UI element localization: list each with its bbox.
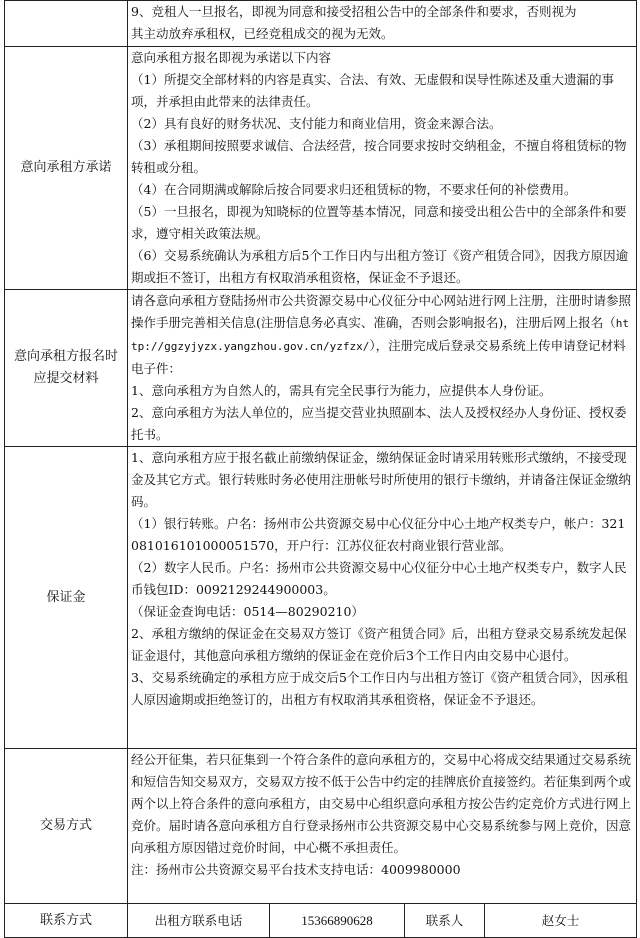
commitment-item: （4）在合同期满或解除后按合同要求归还租赁标的物，不要求任何的补偿费用。: [131, 182, 577, 197]
row-trade-method: [5, 749, 637, 904]
commitment-item: （2）具有良好的财务状况、支付能力和商业信用，资金来源合法。: [131, 116, 502, 131]
deposit-digital-rmb: （2）数字人民币。户名：扬州市公共资源交易中心仪征分中心土地产权类专户，数字人民币钱包ID：0092129244900003。: [131, 560, 627, 597]
deposit-content: [128, 447, 637, 749]
contact-person-label: 联系人: [405, 904, 485, 938]
deposit-paragraph: 3、交易系统确定的承租方应于成交后5个工作日内与出租方签订《资产租赁合同》，因承租人原因逾期或拒绝签订的，出租方有权取消其承租资格，保证金不予退还。: [131, 670, 629, 707]
row-contact: [5, 904, 637, 938]
deposit-query-phone: （保证金查询电话：0514—80290210）: [131, 604, 364, 619]
commitment-item: （3）承租期间按照要求诚信、合法经营，按合同要求按时交纳租金，不擅自将租赁标的物转租或分租。: [131, 138, 627, 175]
row-commitment: [5, 47, 637, 290]
empty-label-cell: [5, 1, 128, 47]
trade-method-text: 经公开征集，若只征集到一个符合条件的意向承租方的，交易中心将成交结果通过交易系统和短信告知交易双方，交易双方按不低于公告中约定的挂牌底价直接签约。若征集到两个或两个以上符合条件的意向承租方，由交易中心组织意向承租方按公告约定竞价方式进行网上竞价。届时请各意向承租方自行登录扬州市公共资源交易中心交易系统参与网上竞价，因意向承租方原因错过竞价时间，中心概不承担责任。: [131, 752, 632, 855]
row-registration: [5, 290, 637, 447]
registration-content: [128, 290, 637, 447]
trade-method-note: 注：扬州市公共资源交易平台技术支持电话：4009980000: [131, 862, 461, 877]
bid-terms-cell: [128, 1, 637, 47]
trade-method-content: [128, 749, 637, 904]
registration-intro-text: 请各意向承租方登陆扬州市公共资源交易中心仪征分中心网站进行网上注册，注册时请参照操作手册完善相关信息(注册信息务必真实、准确，否则会影响报名)，注册后网上报名（: [131, 293, 632, 330]
commitment-label: 意向承租方承诺: [5, 47, 128, 290]
contact-phone-label: 出租方联系电话: [128, 904, 270, 938]
registration-url-link[interactable]: http://ggzyjyzx.yangzhou.gov.cn/yzfzx/: [131, 317, 630, 353]
deposit-paragraph: 1、意向承租方应于报名截止前缴纳保证金，缴纳保证金时请采用转账形式缴纳，不接受现金及其它方式。银行转账时务必使用注册帐号时所使用的银行卡缴纳，并请备注保证金缴纳码。: [131, 450, 632, 509]
row-bid-terms: [5, 1, 637, 47]
deposit-bank-transfer: （1）银行转账。户名：扬州市公共资源交易中心仪征分中心土地产权类专户，帐户：321081016101000051570，开户行：江苏仪征农村商业银行营业部。: [131, 516, 626, 553]
trade-method-label: 交易方式: [5, 749, 128, 904]
announcement-table: [4, 0, 637, 938]
commitment-content: [128, 47, 637, 290]
contact-phone-value: 15366890628: [270, 904, 405, 938]
commitment-intro: 意向承租方报名即视为承诺以下内容: [131, 50, 332, 65]
commitment-item: （5）一旦报名，即视为知晓标的位置等基本情况，同意和接受出租公告中的全部条件和要求，遵守相关政策法规。: [131, 204, 627, 241]
registration-intro-tail: ），注册完成后登录交易系统上传申请登记材料电子件：: [131, 338, 626, 376]
contact-person-value: 赵女士: [485, 904, 637, 938]
row-deposit: [5, 447, 637, 749]
registration-item: 2、意向承租方为法人单位的，应当提交营业执照副本、法人及授权经办人身份证、授权委托书。: [131, 405, 627, 442]
commitment-item: （6）交易系统确认为承租方后5个工作日内与出租方签订《资产租赁合同》，因我方原因逾期或拒不签订，出租方有权取消承租资格，保证金不予退还。: [131, 248, 629, 285]
bid-terms-line: 9、竞租人一旦报名，即视为同意和接受招租公告中的全部条件和要求，否则视为: [131, 4, 577, 19]
registration-item: 1、意向承租方为自然人的，需具有完全民事行为能力，应提供本人身份证。: [131, 383, 552, 398]
deposit-paragraph: 2、承租方缴纳的保证金在交易双方签订《资产租赁合同》后，出租方登录交易系统发起保证金退付，其他意向承租方缴纳的保证金在竞价后3个工作日内由交易中心退付。: [131, 626, 627, 663]
contact-label: 联系方式: [5, 904, 128, 938]
commitment-item: （1）所提交全部材料的内容是真实、合法、有效、无虚假和误导性陈述及重大遗漏的事项，并承担由此带来的法律责任。: [131, 72, 614, 109]
deposit-label: 保证金: [5, 447, 128, 749]
registration-label: 意向承租方报名时应提交材料: [5, 290, 128, 447]
bid-terms-line: 其主动放弃承租权，已经竞租成交的视为无效。: [131, 26, 394, 41]
registration-intro: [131, 290, 633, 380]
